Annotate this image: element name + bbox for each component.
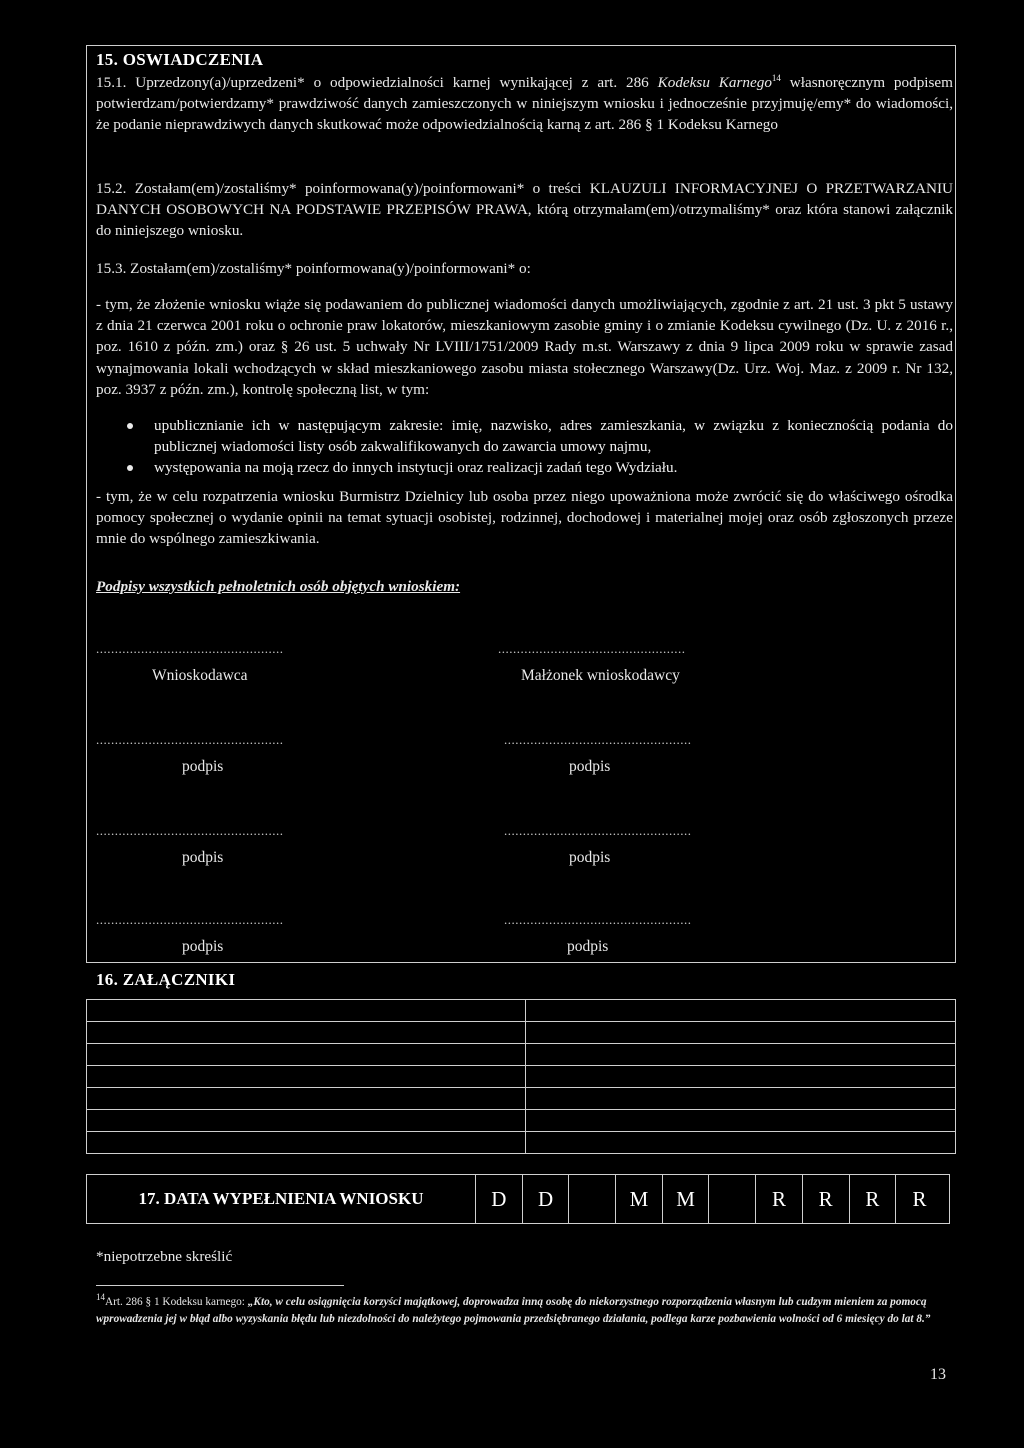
bullet-list bbox=[96, 415, 953, 479]
attachment-cell[interactable] bbox=[526, 1022, 956, 1044]
attachments-table bbox=[86, 999, 956, 1154]
date-day-cell[interactable]: D bbox=[476, 1175, 523, 1223]
signature-line[interactable]: .................................................. bbox=[504, 732, 692, 747]
signatures-heading: Podpisy wszystkich pełnoletnich osób objętych wnioskiem: bbox=[96, 578, 461, 595]
date-year-cell[interactable]: R bbox=[912, 1186, 927, 1211]
date-month-cell[interactable]: M bbox=[663, 1175, 710, 1223]
date-year-cell[interactable]: R bbox=[756, 1175, 803, 1223]
fill-date-row bbox=[86, 1174, 950, 1224]
attachment-cell[interactable] bbox=[526, 1044, 956, 1066]
fill-date-label: 17. DATA WYPEŁNIENIA WNIOSKU bbox=[87, 1175, 476, 1223]
attachment-cell[interactable] bbox=[87, 1000, 526, 1022]
signature-label: podpis bbox=[569, 849, 611, 866]
attachment-cell[interactable] bbox=[526, 1000, 956, 1022]
statement-15-3: 15.3. Zostałam(em)/zostaliśmy* poinformowana(y)/poinformowani* o: bbox=[96, 260, 531, 277]
footnote: $^{14}$Art. 286 § 1 Kodeksu karnego: „Kto, w celu osiągnięcia korzyści majątkowej, doprowadza inną osobę do niekorzystnego rozporządzenia własnym lub cudzym mieniem za pomocą wprowadzenia jej w błąd albo wyzyskania błędu lub niezdolności do należytego pojmowania przedsiębranego działania, podlega karze pozbawienia wolności od 6 miesięcy do lat 8.” bbox=[96, 1292, 931, 1326]
signature-label: podpis bbox=[567, 938, 609, 955]
table-row bbox=[87, 1044, 956, 1066]
date-year-cell[interactable]: R bbox=[803, 1175, 850, 1223]
date-separator-cell bbox=[569, 1175, 616, 1223]
statement-15-1: 15.1. Uprzedzony(a)/uprzedzeni* o odpowiedzialności karnej wynikającej z art. 286 Kodeksu Karnego$^{14}$ własnoręcznym podpisem potwierdzam/potwierdzamy* prawdziwość danych zamieszczonych w niniejszym wniosku i jednocześnie przyjmuję/emy* do wiadomości, że podanie nieprawdziwych danych skutkować może odpowiedzialnością karną z art. 286 § 1 Kodeksu Karnego bbox=[96, 72, 953, 134]
date-month-cell[interactable]: M bbox=[616, 1175, 663, 1223]
spouse-label: Małżonek wnioskodawcy bbox=[521, 667, 680, 684]
signature-line[interactable]: .................................................. bbox=[504, 912, 692, 927]
attachment-cell[interactable] bbox=[526, 1088, 956, 1110]
table-row bbox=[87, 1000, 956, 1022]
section-16-title: 16. ZAŁĄCZNIKI bbox=[96, 970, 236, 989]
strike-note: *niepotrzebne skreślić bbox=[96, 1248, 233, 1265]
signature-label: podpis bbox=[182, 758, 224, 775]
attachment-cell[interactable] bbox=[526, 1132, 956, 1154]
statement-publication: - tym, że złożenie wniosku wiąże się podawaniem do publicznej wiadomości danych umożliwiających, zgodnie z art. 21 ust. 3 pkt 5 ustawy z dnia 21 czerwca 2001 roku o ochronie praw lokatorów, mieszkaniowym zasobie gminy i o zmianie Kodeksu cywilnego (Dz. U. z 2016 r., poz. 1610 z późn. zm.) oraz § 26 ust. 5 uchwały Nr LVIII/1751/2009 Rady m.st. Warszawy z dnia 9 lipca 2009 roku w sprawie zasad wynajmowania lokali wchodzących w skład mieszkaniowego zasobu miasta stołecznego Warszawy(Dz. Urz. Woj. Maz. z 2009 r. Nr 132, poz. 3937 z późn. zm.), kontrolę społeczną list, w tym: bbox=[96, 296, 953, 398]
list-item: występowania na moją rzecz do innych instytucji oraz realizacji zadań tego Wydziału. bbox=[96, 457, 953, 478]
table-row bbox=[87, 1110, 956, 1132]
date-separator-cell bbox=[709, 1175, 756, 1223]
signature-line[interactable]: .................................................. bbox=[504, 823, 692, 838]
statement-15-2: 15.2. Zostałam(em)/zostaliśmy* poinformowana(y)/poinformowani* o treści KLAUZULI INFORMACYJNEJ O PRZETWARZANIU DANYCH OSOBOWYCH NA PODSTAWIE PRZEPISÓW PRAWA, którą otrzymałam(em)/otrzymaliśmy* oraz która stanowi załącznik do niniejszego wniosku. bbox=[96, 180, 953, 240]
page-number: 13 bbox=[930, 1366, 946, 1383]
table-row bbox=[87, 1132, 956, 1154]
section-15-title: 15. OSWIADCZENIA bbox=[96, 50, 264, 69]
attachment-cell[interactable] bbox=[87, 1066, 526, 1088]
signature-line[interactable]: .................................................. bbox=[96, 732, 284, 747]
signature-label: podpis bbox=[182, 938, 224, 955]
table-row bbox=[87, 1022, 956, 1044]
statement-social-welfare: - tym, że w celu rozpatrzenia wniosku Burmistrz Dzielnicy lub osoba przez niego upoważniona może zwrócić się do właściwego ośrodka pomocy społecznej o wydanie opinii na temat sytuacji osobistej, rodzinnej, dochodowej i materialnej mojej oraz osób zgłoszonych przeze mnie do wspólnego zamieszkiwania. bbox=[96, 488, 953, 548]
bullet-icon bbox=[127, 465, 133, 471]
signature-label: podpis bbox=[182, 849, 224, 866]
list-item: upublicznianie ich w następującym zakresie: imię, nazwisko, adres zamieszkania, w związku z koniecznością podania do publicznej wiadomości listy osób zakwalifikowanych do zawarcia umowy najmu, bbox=[96, 415, 953, 457]
attachment-cell[interactable] bbox=[87, 1132, 526, 1154]
attachment-cell[interactable] bbox=[526, 1066, 956, 1088]
signature-label: podpis bbox=[569, 758, 611, 775]
signature-line[interactable]: .................................................. bbox=[498, 641, 686, 656]
table-row bbox=[87, 1088, 956, 1110]
attachment-cell[interactable] bbox=[526, 1110, 956, 1132]
bullet-icon bbox=[127, 423, 133, 429]
date-day-cell[interactable]: D bbox=[523, 1175, 570, 1223]
attachment-cell[interactable] bbox=[87, 1110, 526, 1132]
signature-line[interactable]: .................................................. bbox=[96, 912, 284, 927]
attachment-cell[interactable] bbox=[87, 1044, 526, 1066]
signature-line[interactable]: .................................................. bbox=[96, 823, 284, 838]
table-row bbox=[87, 1066, 956, 1088]
attachment-cell[interactable] bbox=[87, 1088, 526, 1110]
footnote-divider bbox=[96, 1285, 344, 1286]
attachment-cell[interactable] bbox=[87, 1022, 526, 1044]
signature-line[interactable]: .................................................. bbox=[96, 641, 284, 656]
applicant-label: Wnioskodawca bbox=[152, 667, 248, 684]
date-year-cell[interactable]: R bbox=[850, 1175, 897, 1223]
